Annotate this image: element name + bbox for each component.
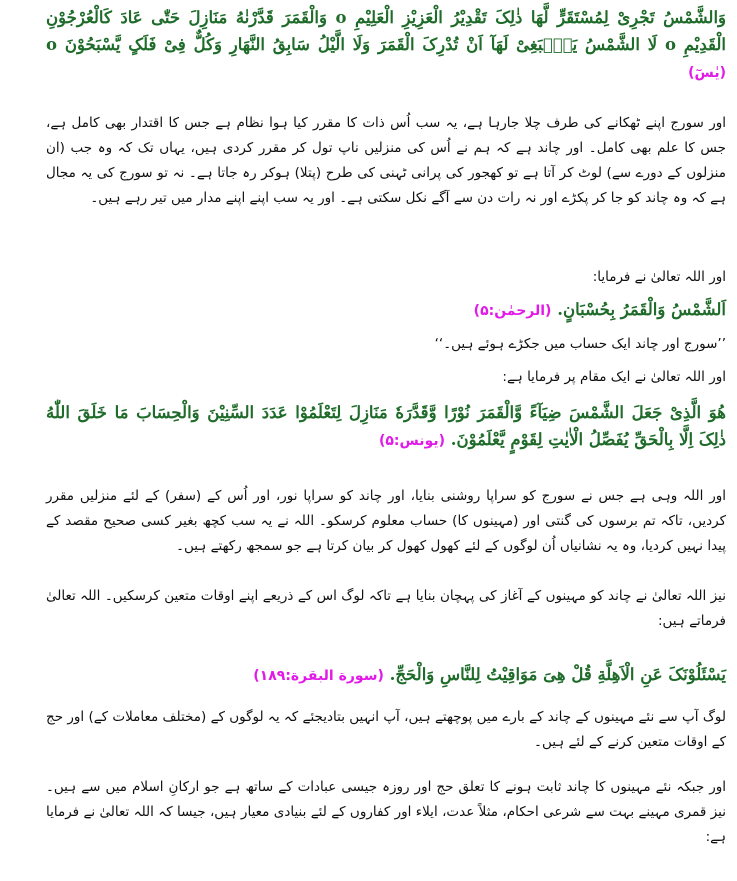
verse-yasin-reference: (یٰسٓ): [688, 65, 726, 81]
verse-rahman-reference: (الرحمٰن:۵): [473, 303, 552, 319]
intro-yunus: اور اللہ تعالیٰ نے ایک مقام پر فرمایا ہے:: [502, 369, 726, 385]
verse-yunus-reference: (یونس:۵): [378, 433, 445, 449]
paragraph-baqarah-translation: لوگ آپ سے نئے مہینوں کے چاند کے بارے میں پوچھتے ہیں، آپ انہیں بتادیجئے کہ یہ لوگوں کے (مختلف معاملات کے) اور حج کے اوقات متعین کرنے کے لئے ہیں۔: [46, 709, 726, 750]
verse-yunus: [46, 399, 726, 455]
paragraph-yasin-translation: اور سورج اپنے ٹھکانے کی طرف چلا جارہا ہے، یہ سب اُس ذات کا مقرر کیا ہوا نظام ہے جس کا اقتدار بھی کامل ہے، جس کا علم بھی کامل۔ اور چاند ہے کہ ہم نے اُس کی منزلیں ناپ تول کر مقرر کردی ہیں، یہاں تک کہ وہ جب (ان منزلوں کے دورے سے) لوٹ کر آتا ہے تو کھجور کی پرانی ٹہنی کی طرح (پتلا) ہوکر رہ جاتا ہے۔ نہ تو سورج کی یہ مجال ہے کہ وہ چاند کو جا کر پکڑے اور نہ رات دن سے آگے نکل سکتی ہے۔ اور یہ سب اپنے اپنے مدار میں تیر رہے ہیں۔: [46, 115, 726, 206]
verse-rahman-text: اَلشَّمْسُ وَالْقَمَرُ بِحُسْبَانٍ.: [557, 300, 726, 319]
paragraph-yunus-translation: اور اللہ وہی ہے جس نے سورج کو سراپا روشنی بنایا، اور چاند کو سراپا نور، اور اُس کے (سفر) کے لئے منزلیں مقرر کردیں، تاکہ تم برسوں کی گنتی اور (مہینوں کا) حساب معلوم کرسکو۔ اللہ نے یہ سب کچھ بغیر کسی صحیح مقصد کے پیدا نہیں کردیا، وہ یہ نشانیاں اُن لوگوں کے لئے کھول کھول کر بیان کرتا ہے جو سمجھ رکھتے ہیں۔: [46, 488, 726, 554]
verse-baqarah: [46, 661, 726, 690]
verse-yasin: [46, 4, 726, 87]
quote-rahman-translation: ’’سورج اور چاند ایک حساب میں جکڑے ہوئے ہیں۔‘‘: [434, 336, 726, 352]
verse-yunus-text: هُوَ الَّذِیْ جَعَلَ الشَّمْسَ ضِیَآءً وَّالْقَمَرَ نُوْرًا وَّقَدَّرَهٗ مَنَازِلَ لِتَعْلَمُوْا عَدَدَ السِّنِیْنَ وَالْحِسَابَ مَا خَلَقَ اللّٰهُ ذٰلِکَ اِلَّا بِالْحَقِّ یُفَصِّلُ الْاٰیٰتِ لِقَوْمٍ یَّعْلَمُوْنَ.: [46, 403, 726, 449]
verse-yasin-text: وَالشَّمْسُ تَجْرِیْ لِمُسْتَقَرٍّ لَّهَا ذٰلِکَ تَقْدِیْرُ الْعَزِیْزِ الْعَلِیْمِ o وَالْقَمَرَ قَدَّرْنٰهُ مَنَازِلَ حَتّٰی عَادَ كَالْعُرْجُوْنِ الْقَدِیْمِ o لَا الشَّمْسُ یَنْۢبَغِیْ لَهَآ اَنْ تُدْرِکَ الْقَمَرَ وَلَا الَّیْلُ سَابِقُ النَّهَارِ وَكُلٌّ فِیْ فَلَکٍ یَّسْبَحُوْنَ o: [46, 8, 726, 54]
intro-rahman: اور اللہ تعالیٰ نے فرمایا:: [592, 269, 726, 285]
verse-baqarah-text: یَسْئَلُوْنَکَ عَنِ الْاَهِلَّةِ قُلْ هِیَ مَوَاقِیْتُ لِلنَّاسِ وَالْحَجِّ.: [389, 665, 726, 684]
verse-rahman: [46, 296, 726, 325]
verse-baqarah-reference: (سورة البقرة:۱۸۹): [253, 668, 384, 684]
paragraph-lunar-rulings: اور جبکہ نئے مہینوں کا چاند ثابت ہونے کا تعلق حج اور روزہ جیسی عبادات کے ساتھ ہے جو ارکانِ اسلام میں سے ہیں۔ نیز قمری مہینے بہت سے شرعی احکام، مثلاً عدت، ایلاء اور کفاروں کے لئے بنیادی معیار ہیں، جیسا کہ اللہ تعالیٰ نے فرمایا ہے:: [46, 779, 726, 845]
paragraph-moon-months: نیز اللہ تعالیٰ نے چاند کو مہینوں کے آغاز کی پہچان بنایا ہے تاکہ لوگ اس کے ذریعے اپنے اوقات متعین کرسکیں۔ اللہ تعالیٰ فرماتے ہیں:: [46, 588, 726, 629]
